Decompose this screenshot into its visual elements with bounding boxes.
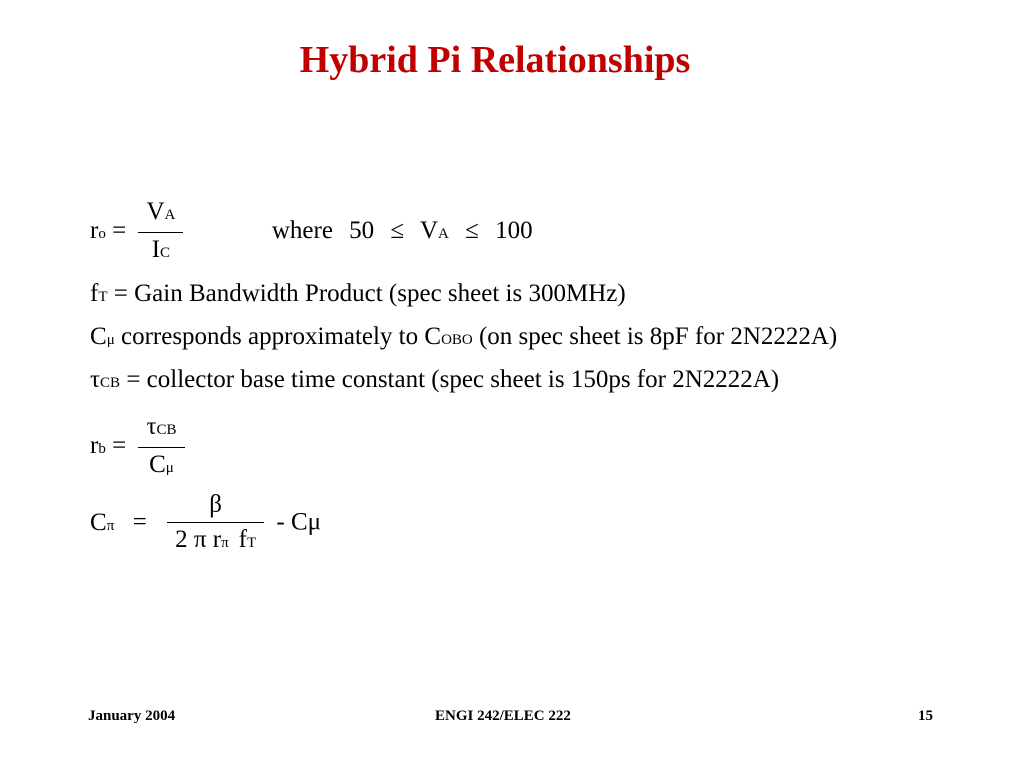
equation-rb — [90, 412, 191, 483]
footer-course: ENGI 242/ELEC 222 — [435, 708, 571, 724]
footer-page-number: 15 — [918, 708, 933, 724]
slide-title: Hybrid Pi Relationships — [299, 39, 691, 81]
rb-equals: = — [112, 432, 127, 460]
cpi-denominator: 2 π rπ fT — [175, 526, 257, 553]
ro-lhs: ro — [90, 217, 106, 245]
cpi-fraction — [167, 490, 264, 558]
line-tau-cb: τCB = collector base time constant (spec sheet is 150ps for 2N2222A) — [90, 366, 780, 393]
line-ft: fT = Gain Bandwidth Product (spec sheet is 300MHz) — [90, 280, 626, 307]
cpi-tail: - Cμ — [276, 508, 322, 536]
equation-cpi — [90, 490, 321, 558]
rb-lhs: rb — [90, 432, 106, 460]
cpi-fraction-bar — [167, 522, 264, 523]
line-cmu: Cμ corresponds approximately to COBO (on spec sheet is 8pF for 2N2222A) — [90, 323, 838, 350]
footer-date: January 2004 — [88, 708, 176, 724]
rb-numerator: τCB — [146, 413, 177, 440]
cpi-lhs: Cπ — [90, 508, 115, 536]
rb-denominator: Cμ — [149, 451, 174, 478]
equation-ro — [90, 197, 533, 268]
ro-fraction-bar — [138, 232, 183, 233]
rb-fraction — [138, 412, 184, 483]
ro-condition: where 50 ≤ VA ≤ 100 — [271, 217, 533, 245]
cpi-numerator: β — [209, 491, 222, 518]
rb-fraction-bar — [138, 447, 184, 448]
ro-equals: = — [112, 217, 127, 245]
ro-fraction — [138, 197, 183, 268]
cpi-equals: = — [132, 508, 147, 536]
ro-denominator: IC — [151, 236, 171, 263]
ro-numerator: VA — [146, 198, 176, 225]
